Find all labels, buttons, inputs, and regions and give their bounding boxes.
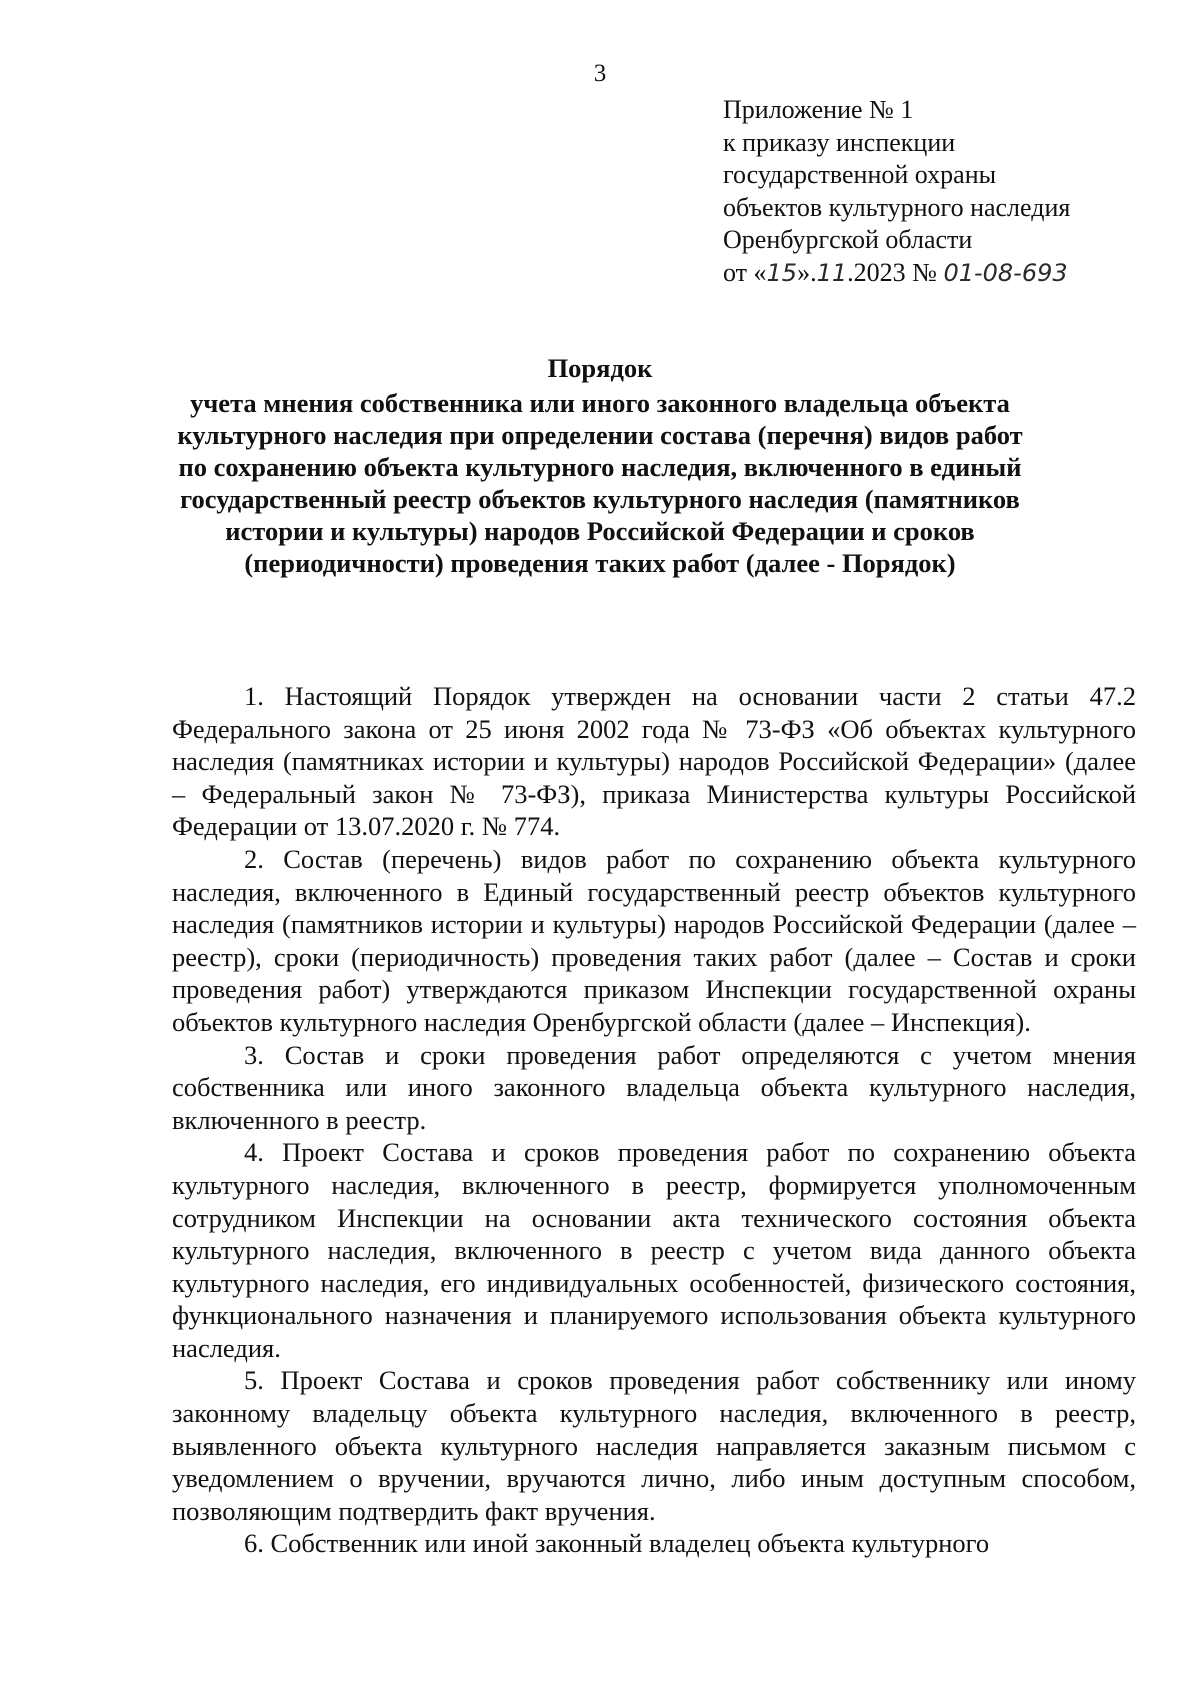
date-separator: ». (797, 257, 817, 287)
appendix-line-objects: объектов культурного наследия (723, 192, 1071, 222)
document-body (172, 680, 1136, 1560)
paragraph-2: 2. Состав (перечень) видов работ по сохранению объекта культурного наследия, включенного в Единый государственный реестр объектов культурного наследия (памятников истории и культуры) народов Российской Федерации (далее – реестр), сроки (периодичность) проведения таких работ (далее – Состав и сроки проведения работ) утверждаются приказом Инспекции государственной охраны объектов культурного наследия Оренбургской области (далее – Инспекция). (172, 843, 1136, 1037)
date-year: .2023 № (847, 257, 944, 287)
document-title: Порядок (547, 353, 653, 383)
handwritten-day: 15 (766, 258, 798, 287)
paragraph-1: 1. Настоящий Порядок утвержден на основании части 2 статьи 47.2 Федерального закона от 25 июня 2002 года № 73-ФЗ «Об объектах культурного наследия (памятниках истории и культуры) народов Российской Федерации» (далее – Федеральный закон № 73-ФЗ), приказа Министерства культуры Российской Федерации от 13.07.2020 г. № 774. (172, 681, 1136, 842)
document-subtitle: учета мнения собственника или иного законного владельца объекта культурного наследия при определении состава (перечня) видов работ по сохранению объекта культурного наследия, включенного в единый государственный реестр объектов культурного наследия (памятников истории и культуры) народов Российской Федерации и сроков (периодичности) проведения таких работ (далее - Порядок) (177, 388, 1023, 578)
date-prefix: от « (723, 257, 767, 287)
page-number: 3 (593, 60, 607, 87)
paragraph-6: 6. Собственник или иной законный владелец объекта культурного (244, 1528, 990, 1559)
document-title-block (160, 352, 1040, 579)
paragraph-5: 5. Проект Состава и сроков проведения работ собственнику или иному законному владельцу объекта культурного наследия, включенного в реестр, выявленного объекта культурного наследия направляется заказным письмом с уведомлением о вручении, вручаются лично, либо иным доступным способом, позволяющим подтвердить факт вручения. (172, 1365, 1136, 1526)
appendix-line-authority: государственной охраны (723, 160, 997, 189)
appendix-block (723, 94, 1163, 289)
appendix-date-line (723, 257, 1163, 290)
appendix-line-order: к приказу инспекции (723, 127, 956, 157)
appendix-line-region: Оренбургской области (723, 225, 973, 254)
handwritten-order-number: 01-08-693 (943, 258, 1068, 287)
paragraph-3: 3. Состав и сроки проведения работ определяются с учетом мнения собственника или иного законного владельца объекта культурного наследия, включенного в реестр. (172, 1039, 1136, 1135)
appendix-title: Приложение № 1 (723, 95, 914, 124)
handwritten-month: 11 (816, 258, 848, 287)
paragraph-4: 4. Проект Состава и сроков проведения работ по сохранению объекта культурного наследия, включенного в реестр, формируется уполномоченным сотрудником Инспекции на основании акта технического состояния объекта культурного наследия, включенного в реестр с учетом вида данного объекта культурного наследия, его индивидуальных особенностей, физического состояния, функционального назначения и планируемого использования объекта культурного наследия. (172, 1137, 1136, 1363)
